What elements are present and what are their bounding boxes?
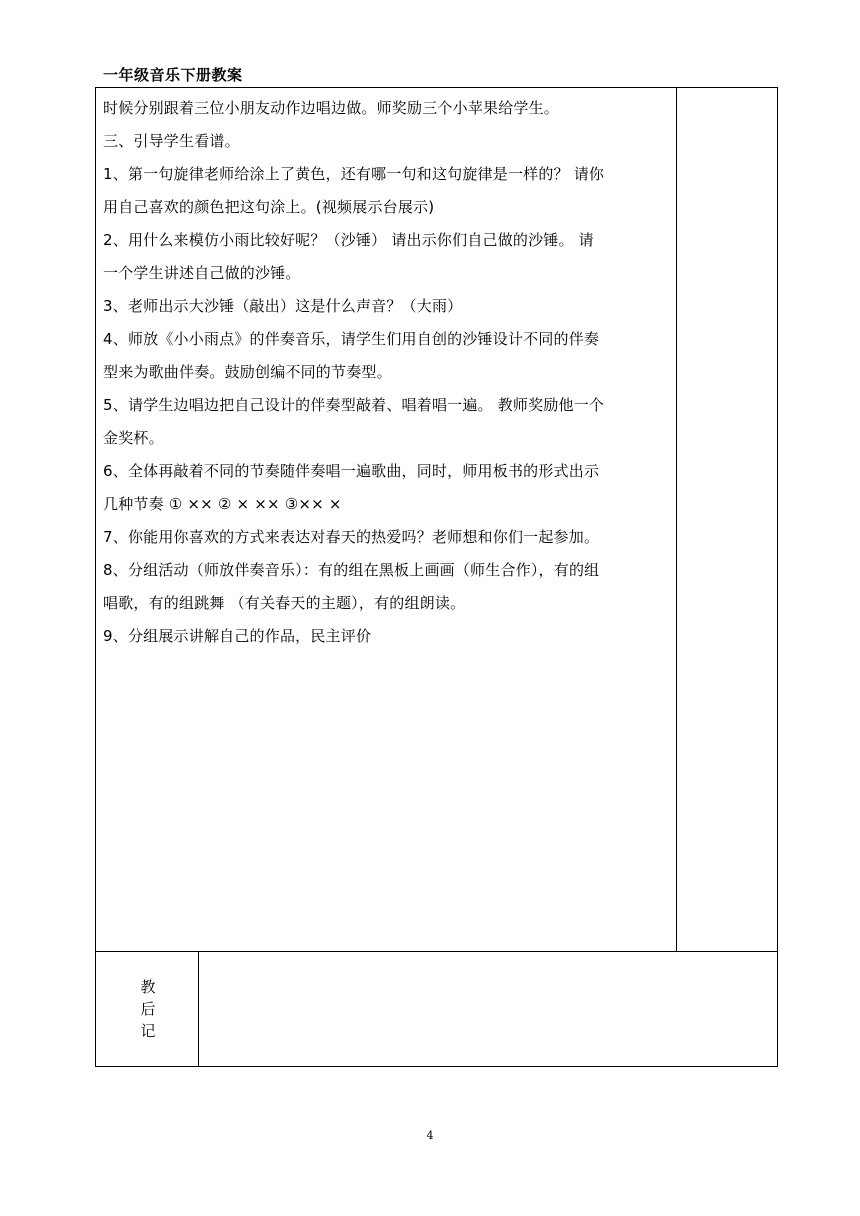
- document-header: 一年级音乐下册教案: [103, 66, 243, 84]
- text-line: 9、分组展示讲解自己的作品，民主评价: [103, 627, 372, 645]
- text-line: 1、第一句旋律老师给涂上了黄色，还有哪一句和这句旋律是一样的？ 请你: [103, 165, 605, 183]
- page-number: 4: [426, 1129, 434, 1142]
- text-line: 时候分别跟着三位小朋友动作边唱边做。师奖励三个小苹果给学生。: [103, 99, 560, 117]
- text-line: 唱歌，有的组跳舞 （有关春天的主题），有的组朗读。: [103, 594, 466, 612]
- text-line: 金奖杯。: [103, 429, 164, 447]
- text-line: 5、请学生边唱边把自己设计的伴奏型敲着、唱着唱一遍。 教师奖励他一个: [103, 396, 605, 414]
- text-line: 三、引导学生看谱。: [103, 132, 240, 150]
- notes-column-divider: [676, 87, 677, 952]
- reflection-label: [139, 976, 157, 1042]
- reflection-divider: [198, 951, 199, 1067]
- text-line: 一个学生讲述自己做的沙锤。: [103, 264, 301, 282]
- reflection-label-char: 教: [140, 978, 156, 996]
- text-line: 用自己喜欢的颜色把这句涂上。(视频展示台展示): [103, 198, 435, 216]
- text-line: 8、分组活动（师放伴奏音乐）：有的组在黑板上画画（师生合作），有的组: [103, 561, 600, 579]
- text-line: 型来为歌曲伴奏。鼓励创编不同的节奏型。: [103, 363, 392, 381]
- reflection-label-char: 记: [140, 1022, 156, 1040]
- text-line: 几种节奏 ① ×× ② × ×× ③×× ×: [103, 495, 342, 513]
- reflection-label-char: 后: [140, 1000, 156, 1018]
- text-line: 3、老师出示大沙锤（敲出）这是什么声音？（大雨）: [103, 297, 463, 315]
- text-line: 2、用什么来模仿小雨比较好呢？（沙锤） 请出示你们自己做的沙锤。 请: [103, 231, 594, 249]
- text-line: 7、你能用你喜欢的方式来表达对春天的热爱吗？老师想和你们一起参加。: [103, 528, 600, 546]
- lesson-text: [103, 92, 673, 653]
- text-line: 6、全体再敲着不同的节奏随伴奏唱一遍歌曲，同时，师用板书的形式出示: [103, 462, 600, 480]
- text-line: 4、师放《小小雨点》的伴奏音乐，请学生们用自创的沙锤设计不同的伴奏: [103, 330, 600, 348]
